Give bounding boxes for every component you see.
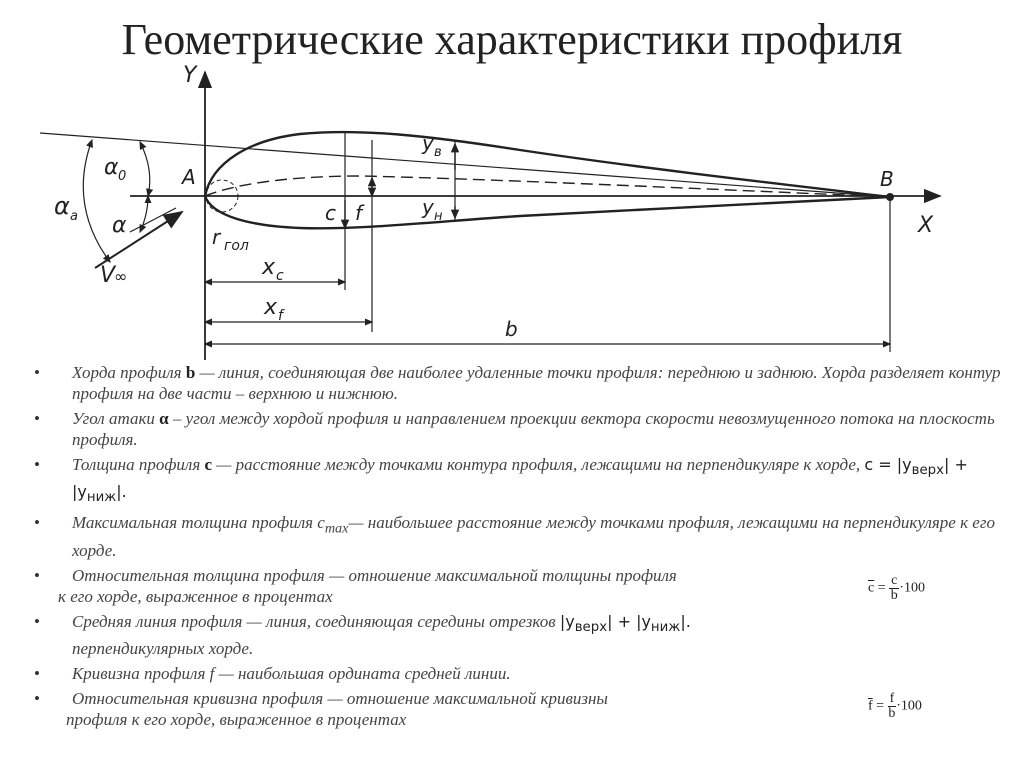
mean-line-formula: $|y_{верх}| + |y_{ниж}|$. bbox=[559, 611, 691, 635]
relative-thickness-formula: $\overline{c}$ = $\frac{c}{b}$ ·100 bbox=[868, 573, 926, 603]
label-xf-sub: f bbox=[278, 308, 283, 324]
alpha0-arc bbox=[140, 142, 150, 196]
airfoil-contour bbox=[205, 132, 890, 228]
label-v-inf-sub: ∞ bbox=[114, 267, 128, 286]
label-point-b: B bbox=[880, 167, 894, 191]
thickness-formula: $с = |y_{верх}| + |y_{ниж}|$. bbox=[72, 455, 968, 506]
label-b: b bbox=[505, 317, 518, 341]
bullet-dot: • bbox=[34, 363, 40, 382]
definitions-list bbox=[30, 362, 1005, 734]
bullet-dot: • bbox=[34, 611, 40, 631]
page-title: Геометрические характеристики профиля bbox=[121, 15, 903, 64]
label-yv: y bbox=[422, 131, 434, 155]
list-item: • Толщина профиля с — расстояние между точками контура профиля, лежащими на перпендикуляре к хорде, $с = |y_{верх}| + |y_{ниж}|$. bbox=[34, 455, 968, 506]
label-alpha: α bbox=[112, 213, 127, 238]
label-x-axis: X bbox=[918, 213, 934, 238]
label-f: f bbox=[355, 201, 363, 225]
label-alpha0: α bbox=[104, 155, 119, 180]
mean-line bbox=[205, 176, 890, 197]
list-item: • Средняя линия профиля — линия, соединяющая середины отрезков $|y_{верх}| + |y_{ниж}|$. перпендикулярных хорде. bbox=[34, 611, 691, 658]
bullet-dot: • bbox=[34, 565, 40, 585]
label-r-gol: r bbox=[212, 225, 221, 249]
label-yv-sub: в bbox=[434, 145, 442, 160]
label-c: c bbox=[325, 201, 336, 225]
label-xc: x bbox=[262, 255, 276, 280]
label-yn-sub: н bbox=[434, 209, 443, 224]
relative-camber-formula: $\overline{f}$ = $\frac{f}{b}$ ·100 bbox=[868, 691, 922, 721]
bullet-dot: • bbox=[34, 513, 40, 533]
label-xc-sub: c bbox=[276, 268, 284, 284]
label-alpha-a-sub: a bbox=[70, 209, 78, 224]
list-item: • Хорда профиля b — линия, соединяющая две наиболее удаленные точки профиля: переднюю и заднюю. Хорда разделяет контур профиля на две части – верхнюю и нижнюю. bbox=[34, 363, 1001, 403]
label-xf: x bbox=[264, 295, 278, 320]
label-point-a: A bbox=[182, 165, 196, 189]
bullet-dot: • bbox=[34, 663, 40, 683]
label-alpha-a: α bbox=[54, 192, 70, 220]
list-item: • Относительная толщина профиля — отношение максимальной толщины профиля к его хорде, выраженное в процентах bbox=[34, 565, 677, 606]
label-yn: y bbox=[422, 195, 434, 219]
list-item: • Угол атаки α – угол между хордой профиля и направлением проекции вектора скорости невозмущенного потока на плоскость профиля. bbox=[34, 409, 995, 449]
bullet-dot: • bbox=[34, 688, 40, 708]
airfoil-diagram bbox=[0, 0, 1024, 360]
list-item: • Относительная кривизна профиля — отношение максимальной кривизны профиля к его хорде, выраженное в процентах bbox=[34, 688, 608, 729]
label-r-gol-sub: гол bbox=[224, 238, 249, 254]
list-item: • Максимальная толщина профиля $с_{max}—$ наибольшее расстояние между точками профиля, лежащими на перпендикуляре к его хорде. bbox=[34, 513, 995, 560]
bullet-dot: • bbox=[34, 409, 40, 428]
label-v-inf: V bbox=[100, 263, 116, 288]
list-item: • Кривизна профиля f — наибольшая ордината средней линии. bbox=[34, 663, 511, 683]
bullet-dot: • bbox=[34, 455, 40, 474]
label-alpha0-sub: 0 bbox=[118, 169, 127, 184]
label-y-axis: Y bbox=[183, 63, 197, 88]
